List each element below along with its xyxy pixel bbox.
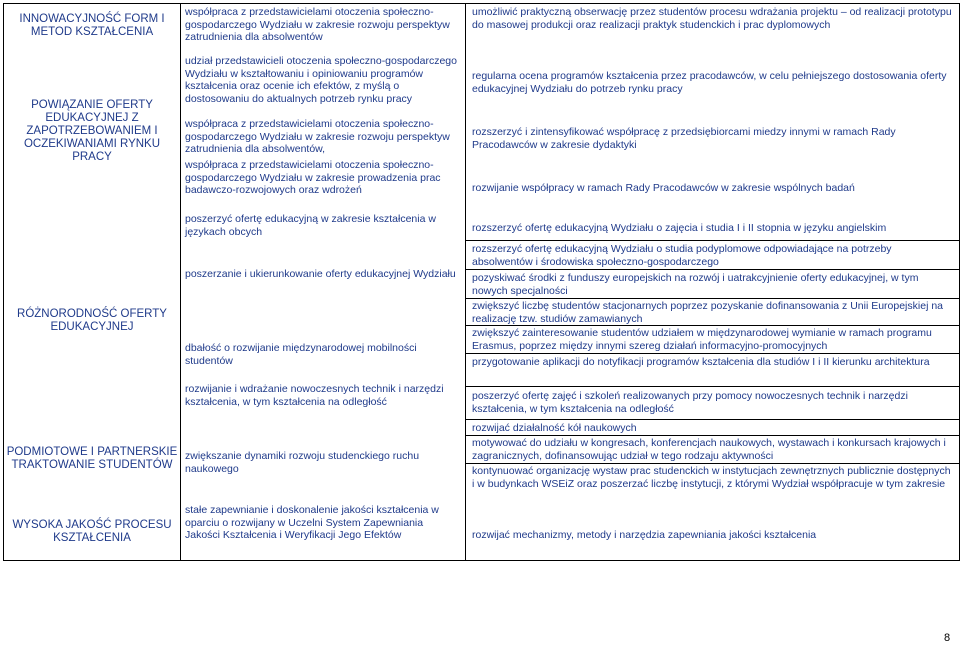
action-text: rozszerzyć i zintensyfikować współpracę z przedsiębiorcami miedzy innymi w ramach Rady Pracodawców w zakresie dydaktyki bbox=[472, 126, 896, 151]
goal-text: poszerzyć ofertę edukacyjną w zakresie kształcenia w językach obcych bbox=[185, 213, 436, 238]
goal-text: poszerzanie i ukierunkowanie oferty edukacyjnej Wydziału bbox=[185, 268, 456, 280]
goal-text: współpraca z przedstawicielami otoczenia społeczno-gospodarczego Wydziału w zakresie rozwoju perspektyw zatrudnienia dla absolwentów, bbox=[185, 118, 450, 156]
goal-text: współpraca z przedstawicielami otoczenia społeczno-gospodarczego Wydziału w zakresie rozwoju perspektyw zatrudnienia dla absolwentów bbox=[185, 6, 450, 44]
action-text: rozszerzyć ofertę edukacyjną Wydziału o studia podyplomowe odpowiadające na potrzeby absolwentów i środowiska społeczno-gospodarczego bbox=[472, 243, 892, 268]
action-text: rozwijać mechanizmy, metody i narzędzia zapewniania jakości kształcenia bbox=[472, 529, 817, 541]
row-divider bbox=[466, 386, 959, 387]
row-divider bbox=[466, 463, 959, 464]
section-heading: PODMIOTOWE I PARTNERSKIE TRAKTOWANIE STUDENTÓW bbox=[6, 446, 178, 471]
action-text: kontynuować organizację wystaw prac studenckich w instytucjach zewnętrznych publicznie dostępnych i w budynkach WSEiZ oraz poszerzać liczbę instytucji, z którymi Wydział współpracuje w tym zakresie bbox=[472, 465, 951, 490]
action-text: przygotowanie aplikacji do notyfikacji programów kształcenia dla studiów I i II kierunku architektura bbox=[472, 356, 930, 368]
actions-column bbox=[466, 3, 960, 561]
goals-column bbox=[179, 3, 466, 561]
action-text: zwiększyć zainteresowanie studentów udziałem w międzynarodowej wymianie w ramach programu Erasmus, poprzez między innymi szereg działań informacyjno-promocyjnych bbox=[472, 327, 932, 352]
goal-text: zwiększanie dynamiki rozwoju studenckiego ruchu naukowego bbox=[185, 450, 420, 475]
action-text: regularna ocena programów kształcenia przez pracodawców, w celu pełniejszego dostosowania oferty edukacyjnej Wydziału do potrzeb rynku pracy bbox=[472, 70, 947, 95]
row-divider bbox=[466, 240, 959, 241]
section-column bbox=[3, 3, 181, 561]
section-heading: RÓŻNORODNOŚĆ OFERTY EDUKACYJNEJ bbox=[17, 308, 167, 333]
action-text: motywować do udziału w kongresach, konferencjach naukowych, wystawach i konkursach krajowych i zagranicznych, dofinansowując udział w tego rodzaju aktywności bbox=[472, 437, 946, 462]
goal-text: dbałość o rozwijanie międzynarodowej mobilności studentów bbox=[185, 342, 417, 367]
page-number: 8 bbox=[944, 632, 951, 644]
goal-text: współpraca z przedstawicielami otoczenia społeczno-gospodarczego Wydziału w zakresie prowadzenia prac badawczo-rozwojowych oraz wdrożeń bbox=[185, 159, 441, 197]
row-divider bbox=[466, 298, 959, 299]
section-heading: POWIĄZANIE OFERTY EDUKACYJNEJ Z ZAPOTRZEBOWANIEM I OCZEKIWANIAMI RYNKU PRACY bbox=[23, 99, 161, 163]
action-text: poszerzyć ofertę zajęć i szkoleń realizowanych przy pomocy nowoczesnych technik i narzędzi kształcenia, w tym kształcenia na odległość bbox=[472, 390, 908, 415]
row-divider bbox=[466, 269, 959, 270]
goal-text: rozwijanie i wdrażanie nowoczesnych technik i narzędzi kształcenia, w tym kształcenia na odległość bbox=[185, 383, 444, 408]
action-text: rozwijanie współpracy w ramach Rady Pracodawców w zakresie wspólnych badań bbox=[472, 182, 855, 194]
action-text: zwiększyć liczbę studentów stacjonarnych poprzez pozyskanie dofinansowania z Unii Europejskiej na realizację tzw. studiów zamawianych bbox=[472, 300, 943, 325]
section-heading: INNOWACYJNOŚĆ FORM I METOD KSZTAŁCENIA bbox=[19, 13, 165, 38]
action-text: rozwijać działalność kół naukowych bbox=[472, 422, 637, 434]
goal-text: udział przedstawicieli otoczenia społeczno-gospodarczego Wydziału w kształtowaniu i opiniowaniu programów kształcenia oraz ocenie ich efektów, z myślą o dostosowaniu do aktualnych potrzeb rynku pracy bbox=[185, 55, 457, 105]
row-divider bbox=[466, 419, 959, 420]
row-divider bbox=[466, 353, 959, 354]
section-heading: WYSOKA JAKOŚĆ PROCESU KSZTAŁCENIA bbox=[12, 519, 172, 544]
row-divider bbox=[466, 435, 959, 436]
goal-text: stałe zapewnianie i doskonalenie jakości kształcenia w oparciu o rozwijany w Uczelni System Zapewniania Jakości Kształcenia i Weryfikacji Jego Efektów bbox=[185, 504, 439, 542]
action-text: rozszerzyć ofertę edukacyjną Wydziału o zajęcia i studia I i II stopnia w języku angielskim bbox=[472, 222, 887, 234]
action-text: pozyskiwać środki z funduszy europejskich na rozwój i uatrakcyjnienie oferty edukacyjnej, w tym nowych specjalności bbox=[472, 272, 919, 297]
row-divider bbox=[466, 325, 959, 326]
action-text: umożliwić praktyczną obserwację przez studentów procesu wdrażania projektu – od realizacji prototypu do masowej produkcji oraz realizacji praktyk studenckich i prac dyplomowych bbox=[472, 6, 952, 31]
